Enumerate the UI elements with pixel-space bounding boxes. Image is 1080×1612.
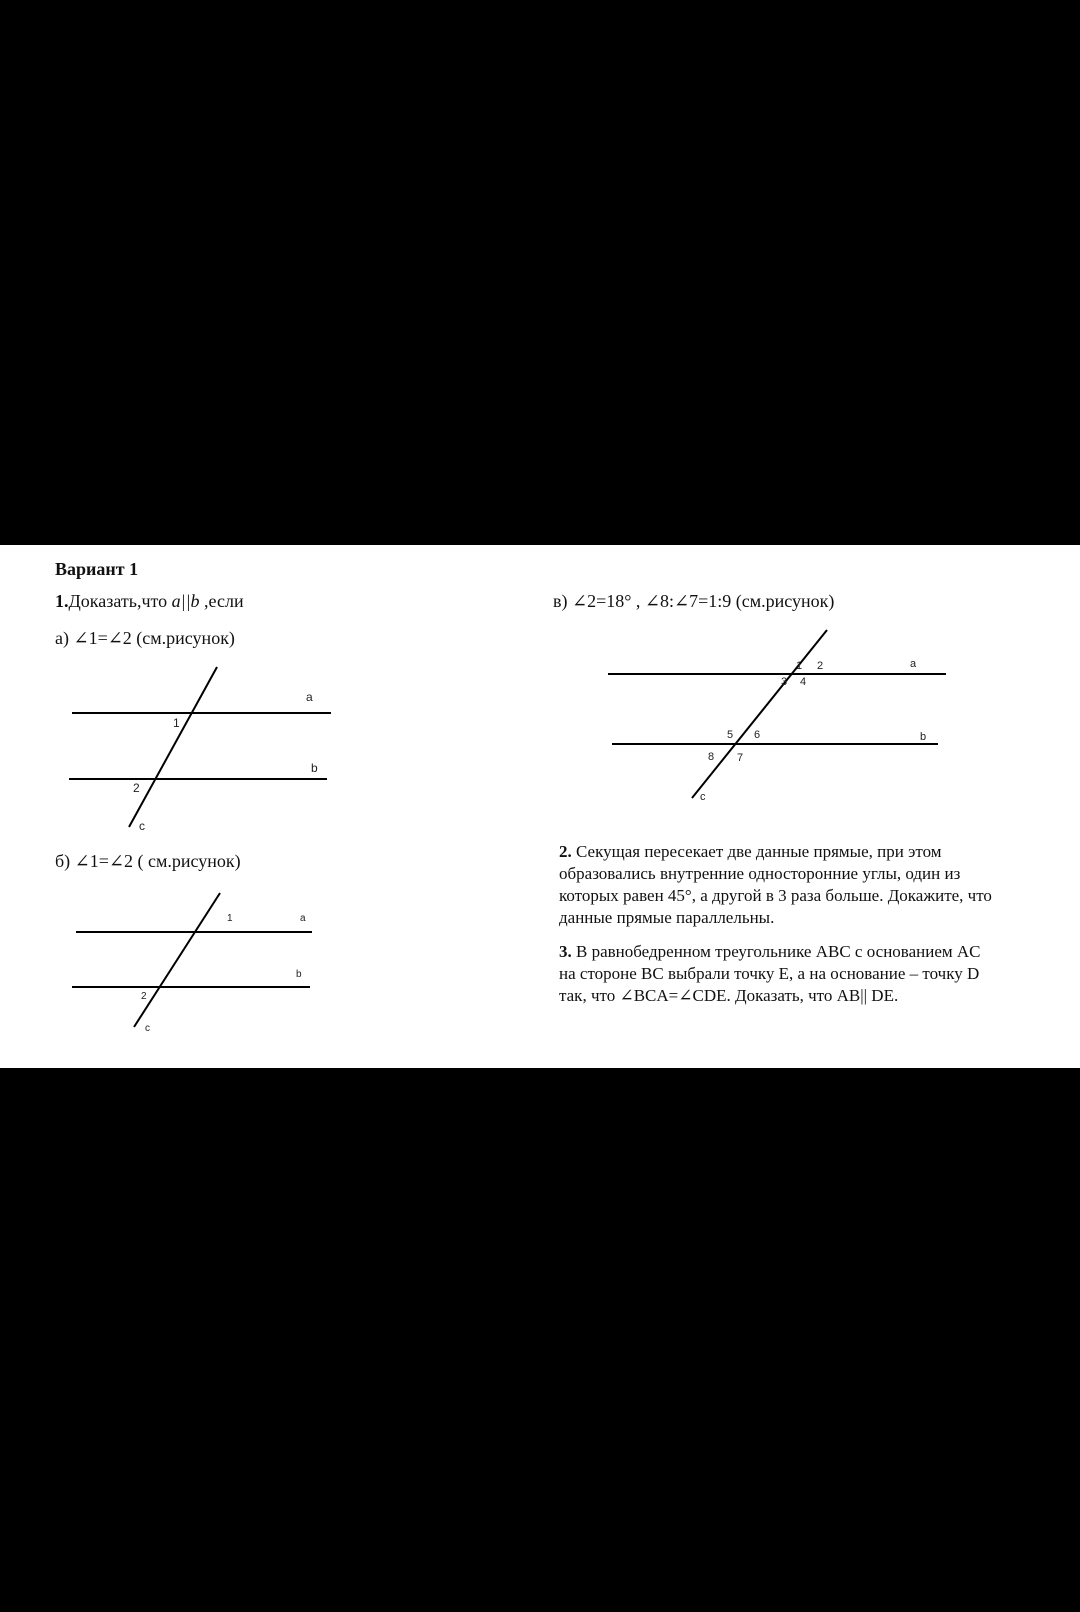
angle-1: 1 (173, 716, 180, 730)
variant-title: Вариант 1 (55, 559, 139, 579)
label-b: b (920, 731, 927, 743)
task2-number: 2. (559, 842, 572, 861)
label-a: a (910, 658, 917, 670)
task1-text: Доказать,что (68, 591, 172, 611)
angle-6: 6 (754, 729, 761, 741)
angle-2: 2 (141, 991, 147, 1002)
task3-paragraph (559, 941, 999, 1007)
angle-1: 1 (796, 660, 803, 672)
task1b-condition: б) ∠1=∠2 ( см.рисунок) (55, 851, 241, 871)
task1a-condition: а) ∠1=∠2 (см.рисунок) (55, 628, 235, 648)
label-c: c (700, 791, 706, 803)
task1-number: 1. (55, 591, 69, 611)
angle-7: 7 (737, 752, 744, 764)
label-c: c (139, 819, 145, 833)
label-a: a (300, 913, 306, 924)
angle-2: 2 (817, 660, 824, 672)
task3-text: В равнобедренном треугольнике ABC с основанием AC на стороне BC выбрали точку E, а на основание – точку D так, что ∠BCA=∠CDE. Доказать, что AB|| DE. (559, 942, 981, 1005)
angle-8: 8 (708, 751, 715, 763)
worksheet (0, 545, 1080, 1068)
label-c: c (145, 1023, 150, 1034)
task3-number: 3. (559, 942, 572, 961)
angle-1: 1 (227, 913, 233, 924)
label-a: a (306, 690, 313, 704)
task2-paragraph (559, 841, 1009, 929)
task1-suffix: ,если (199, 591, 244, 611)
task1v-condition: в) ∠2=18° , ∠8:∠7=1:9 (см.рисунок) (553, 591, 835, 611)
angle-4: 4 (800, 676, 807, 688)
angle-5: 5 (727, 729, 734, 741)
secant-c (692, 630, 827, 798)
angle-3: 3 (781, 676, 788, 688)
angle-2: 2 (133, 781, 140, 795)
label-b: b (296, 969, 302, 980)
task2-text: Секущая пересекает две данные прямые, при этом образовались внутренние односторонние углы, один из которых равен 45°, а другой в 3 раза больше. Докажите, что данные прямые параллельны. (559, 842, 992, 927)
task1-math: a||b (171, 591, 200, 611)
label-b: b (311, 761, 318, 775)
